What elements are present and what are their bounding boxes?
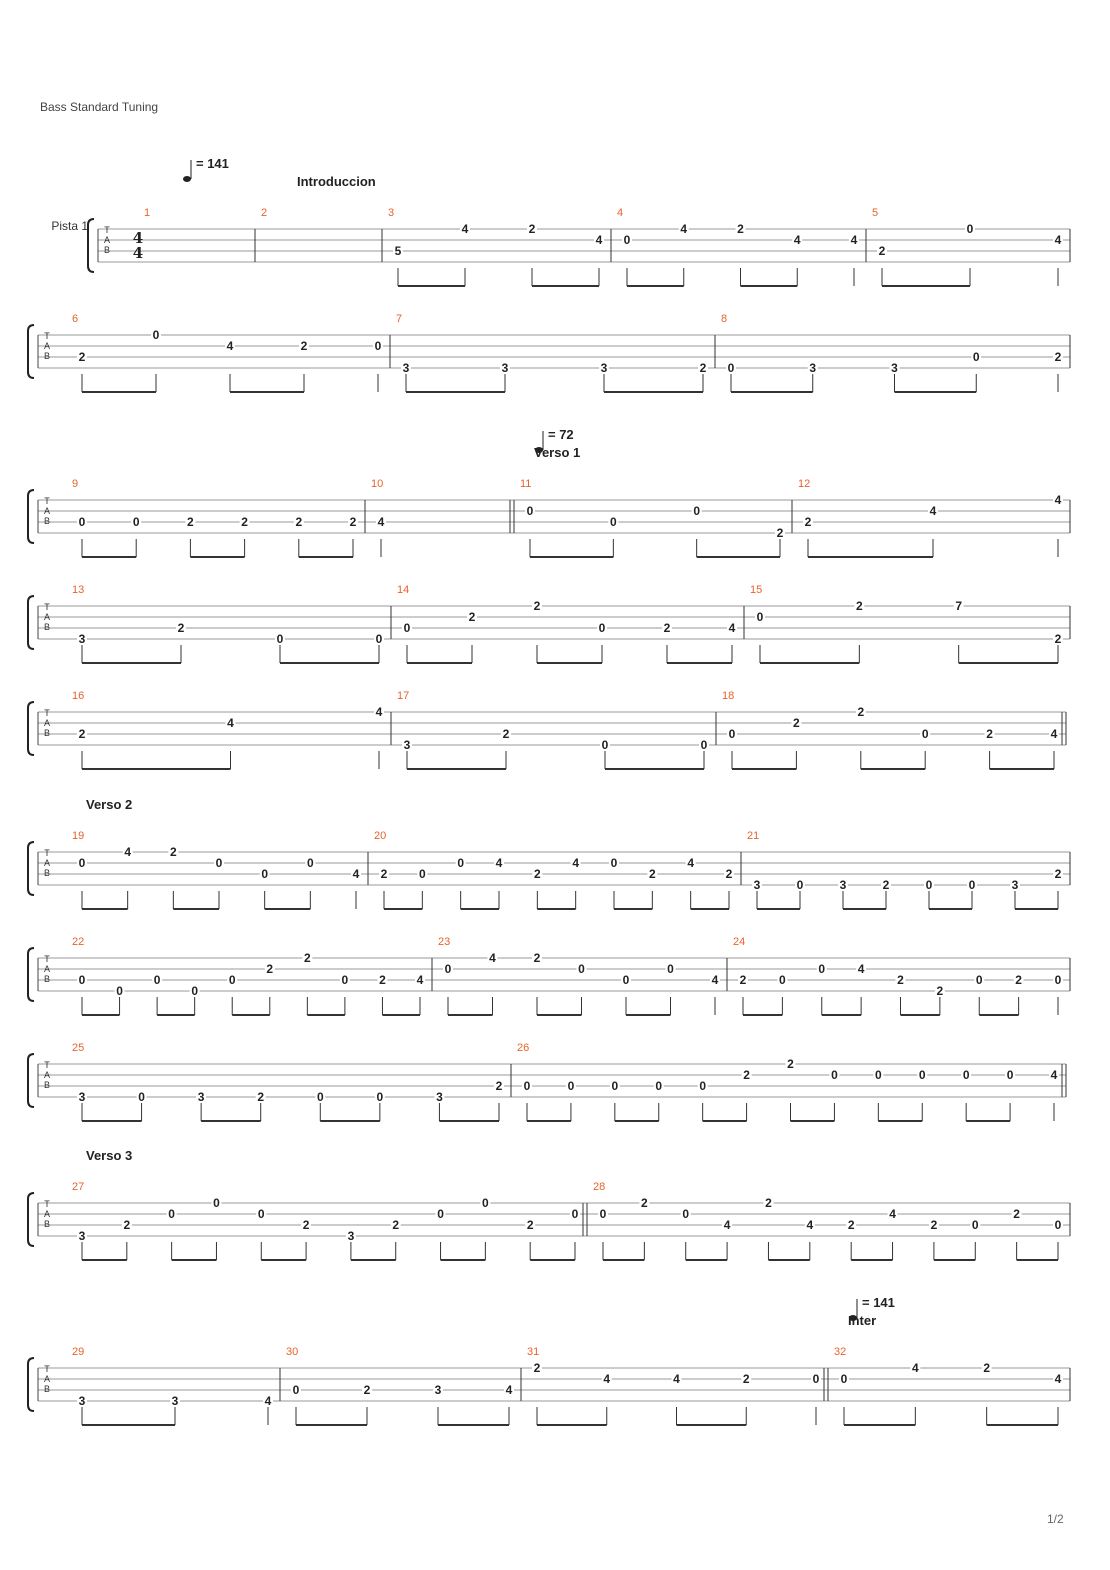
fret-number: 0 xyxy=(437,1207,444,1221)
fret-number: 2 xyxy=(169,845,177,859)
system-bracket xyxy=(28,596,34,649)
fret-number: 2 xyxy=(392,1218,400,1232)
fret-number: 0 xyxy=(796,878,804,892)
tempo-label: = 141 xyxy=(862,1295,895,1310)
measure-number: 15 xyxy=(750,584,763,596)
fret-number: 0 xyxy=(968,878,976,892)
fret-number: 0 xyxy=(116,984,123,998)
fret-number: 0 xyxy=(138,1090,145,1104)
fret-number: 0 xyxy=(655,1079,663,1093)
fret-number: 3 xyxy=(809,361,817,375)
fret-number: 2 xyxy=(266,962,274,976)
fret-number: 2 xyxy=(495,1079,503,1093)
fret-number: 3 xyxy=(78,632,86,646)
fret-number: 2 xyxy=(528,222,536,236)
measure-number: 2 xyxy=(261,207,268,219)
fret-number: 2 xyxy=(1013,1207,1020,1221)
measure-number: 31 xyxy=(527,1346,540,1358)
measure-number: 32 xyxy=(834,1346,847,1358)
tab-letter-b: B xyxy=(43,868,51,878)
fret-number: 2 xyxy=(737,222,744,236)
measure-number: 18 xyxy=(722,690,735,702)
fret-number: 0 xyxy=(168,1207,175,1221)
fret-number: 2 xyxy=(793,716,800,730)
measure-number: 29 xyxy=(72,1346,85,1358)
fret-number: 0 xyxy=(78,515,86,529)
fret-number: 2 xyxy=(526,1218,534,1232)
fret-number: 4 xyxy=(264,1394,272,1408)
system-bracket xyxy=(28,325,34,378)
fret-number: 3 xyxy=(171,1394,179,1408)
fret-number: 2 xyxy=(295,515,303,529)
measure-number: 16 xyxy=(72,690,85,702)
fret-number: 0 xyxy=(444,962,452,976)
fret-number: 0 xyxy=(482,1196,489,1210)
fret-number: 0 xyxy=(375,632,383,646)
fret-number: 0 xyxy=(316,1090,324,1104)
fret-number: 0 xyxy=(578,962,585,976)
fret-number: 2 xyxy=(187,515,194,529)
fret-number: 0 xyxy=(418,867,426,881)
fret-number: 0 xyxy=(78,856,86,870)
fret-number: 4 xyxy=(911,1361,919,1375)
fret-number: 4 xyxy=(687,856,695,870)
fret-number: 2 xyxy=(897,973,904,987)
fret-number: 0 xyxy=(276,632,284,646)
fret-number: 4 xyxy=(416,973,424,987)
fret-number: 4 xyxy=(377,515,385,529)
fret-number: 2 xyxy=(663,621,671,635)
measure-number: 22 xyxy=(72,936,85,948)
fret-number: 4 xyxy=(929,504,937,518)
fret-number: 0 xyxy=(818,962,826,976)
measure-number: 19 xyxy=(72,830,85,842)
fret-number: 3 xyxy=(839,878,847,892)
fret-number: 0 xyxy=(261,867,269,881)
measure-number: 21 xyxy=(747,830,760,842)
tab-letter-t: T xyxy=(44,708,50,718)
tab-letter-t: T xyxy=(104,225,110,235)
tab-letter-a: A xyxy=(43,1374,51,1384)
fret-number: 0 xyxy=(1054,1218,1062,1232)
tab-letter-a: A xyxy=(103,235,111,245)
fret-number: 3 xyxy=(600,361,608,375)
fret-number: 0 xyxy=(341,973,349,987)
tab-letter-a: A xyxy=(43,506,51,516)
page-number: 1/2 xyxy=(1047,1512,1064,1526)
measure-number: 1 xyxy=(144,207,151,219)
fret-number: 3 xyxy=(78,1229,86,1243)
fret-number: 0 xyxy=(975,973,983,987)
tab-letter-a: A xyxy=(43,341,51,351)
fret-number: 2 xyxy=(930,1218,938,1232)
fret-number: 3 xyxy=(436,1090,443,1104)
tempo-label: = 141 xyxy=(196,156,229,171)
tempo-note-icon xyxy=(183,176,191,182)
fret-number: 0 xyxy=(567,1079,575,1093)
fret-number: 3 xyxy=(347,1229,355,1243)
tab-letter-b: B xyxy=(43,974,51,984)
section-label: Verso 3 xyxy=(86,1148,133,1163)
tab-letter-t: T xyxy=(44,954,50,964)
fret-number: 0 xyxy=(152,328,160,342)
fret-number: 0 xyxy=(215,856,223,870)
fret-number: 2 xyxy=(533,951,541,965)
fret-number: 5 xyxy=(394,244,402,258)
section-label: Introduccion xyxy=(297,174,376,189)
fret-number: 0 xyxy=(376,1090,384,1104)
fret-number: 2 xyxy=(302,1218,310,1232)
tab-letter-b: B xyxy=(43,351,51,361)
fret-number: 0 xyxy=(374,339,382,353)
tab-letter-b: B xyxy=(43,1219,51,1229)
measure-number: 11 xyxy=(520,478,532,490)
fret-number: 0 xyxy=(779,973,786,987)
tab-letter-t: T xyxy=(44,1060,50,1070)
measure-number: 23 xyxy=(438,936,451,948)
fret-number: 0 xyxy=(682,1207,690,1221)
tab-letter-b: B xyxy=(43,516,51,526)
fret-number: 0 xyxy=(526,504,534,518)
fret-number: 2 xyxy=(177,621,185,635)
fret-number: 2 xyxy=(300,339,308,353)
fret-number: 0 xyxy=(306,856,314,870)
tab-letter-b: B xyxy=(43,728,51,738)
fret-number: 2 xyxy=(983,1361,991,1375)
fret-number: 3 xyxy=(891,361,898,375)
fret-number: 0 xyxy=(609,515,617,529)
fret-number: 2 xyxy=(241,515,248,529)
fret-number: 2 xyxy=(78,727,86,741)
fret-number: 3 xyxy=(78,1090,86,1104)
fret-number: 4 xyxy=(1054,233,1062,247)
fret-number: 0 xyxy=(874,1068,882,1082)
fret-number: 4 xyxy=(227,716,234,730)
time-sig-top: 4 xyxy=(132,229,144,247)
fret-number: 2 xyxy=(379,973,386,987)
measure-number: 14 xyxy=(397,584,410,596)
system-bracket xyxy=(28,1054,34,1107)
fret-number: 4 xyxy=(680,222,688,236)
fret-number: 4 xyxy=(1054,1372,1062,1386)
measure-number: 12 xyxy=(798,478,811,490)
fret-number: 2 xyxy=(787,1057,794,1071)
tab-letter-b: B xyxy=(43,622,51,632)
tab-letter-a: A xyxy=(43,612,51,622)
fret-number: 0 xyxy=(699,1079,707,1093)
fret-number: 4 xyxy=(723,1218,731,1232)
fret-number: 3 xyxy=(434,1383,442,1397)
measure-number: 8 xyxy=(721,313,728,325)
tab-letter-b: B xyxy=(103,245,111,255)
fret-number: 2 xyxy=(857,705,865,719)
fret-number: 4 xyxy=(572,856,580,870)
tab-letter-t: T xyxy=(44,602,50,612)
tempo-label: = 72 xyxy=(548,427,574,442)
fret-number: 2 xyxy=(349,515,357,529)
fret-number: 3 xyxy=(1011,878,1019,892)
fret-number: 0 xyxy=(622,973,630,987)
measure-number: 30 xyxy=(286,1346,299,1358)
measure-number: 17 xyxy=(397,690,410,702)
fret-number: 2 xyxy=(1054,350,1062,364)
fret-number: 4 xyxy=(850,233,858,247)
tab-letter-a: A xyxy=(43,718,51,728)
fret-number: 0 xyxy=(667,962,674,976)
fret-number: 2 xyxy=(699,361,707,375)
fret-number: 0 xyxy=(132,515,140,529)
fret-number: 0 xyxy=(599,1207,607,1221)
fret-number: 0 xyxy=(598,621,606,635)
fret-number: 0 xyxy=(700,738,708,752)
fret-number: 2 xyxy=(725,867,733,881)
fret-number: 4 xyxy=(889,1207,896,1221)
fret-number: 2 xyxy=(533,1361,541,1375)
fret-number: 2 xyxy=(502,727,510,741)
fret-number: 0 xyxy=(728,727,736,741)
fret-number: 2 xyxy=(804,515,812,529)
system-bracket xyxy=(28,842,34,895)
fret-number: 0 xyxy=(966,222,974,236)
system-bracket xyxy=(28,1193,34,1246)
measure-number: 13 xyxy=(72,584,85,596)
fret-number: 2 xyxy=(878,244,886,258)
track-name: Pista 1 xyxy=(51,219,88,233)
measure-number: 25 xyxy=(72,1042,85,1054)
fret-number: 2 xyxy=(882,878,890,892)
fret-number: 4 xyxy=(124,845,132,859)
fret-number: 4 xyxy=(793,233,801,247)
measure-number: 20 xyxy=(374,830,387,842)
fret-number: 0 xyxy=(623,233,631,247)
fret-number: 0 xyxy=(693,504,701,518)
fret-number: 0 xyxy=(1006,1068,1014,1082)
tab-letter-t: T xyxy=(44,331,50,341)
measure-number: 10 xyxy=(371,478,384,490)
tab-letter-a: A xyxy=(43,858,51,868)
fret-number: 3 xyxy=(753,878,761,892)
tuning-label: Bass Standard Tuning xyxy=(40,100,159,114)
fret-number: 7 xyxy=(955,599,963,613)
fret-number: 4 xyxy=(728,621,736,635)
fret-number: 2 xyxy=(648,867,656,881)
fret-number: 2 xyxy=(743,1068,750,1082)
fret-number: 0 xyxy=(1054,973,1062,987)
time-sig-bottom: 4 xyxy=(132,244,144,262)
measure-number: 26 xyxy=(517,1042,530,1054)
fret-number: 0 xyxy=(921,727,929,741)
fret-number: 0 xyxy=(78,973,86,987)
tab-letter-a: A xyxy=(43,964,51,974)
measure-number: 6 xyxy=(72,313,79,325)
fret-number: 3 xyxy=(403,738,411,752)
fret-number: 0 xyxy=(292,1383,300,1397)
fret-number: 0 xyxy=(457,856,465,870)
measure-number: 3 xyxy=(388,207,395,219)
fret-number: 0 xyxy=(403,621,411,635)
section-label: Verso 1 xyxy=(534,445,581,460)
fret-number: 2 xyxy=(847,1218,855,1232)
fret-number: 2 xyxy=(380,867,388,881)
section-label: Verso 2 xyxy=(86,797,133,812)
measure-number: 9 xyxy=(72,478,79,490)
measure-number: 27 xyxy=(72,1181,85,1193)
fret-number: 4 xyxy=(603,1372,611,1386)
measure-number: 5 xyxy=(872,207,879,219)
fret-number: 2 xyxy=(303,951,311,965)
system-bracket xyxy=(28,948,34,1001)
fret-number: 2 xyxy=(533,867,541,881)
fret-number: 0 xyxy=(191,984,199,998)
fret-number: 4 xyxy=(505,1383,513,1397)
fret-number: 4 xyxy=(352,867,360,881)
fret-number: 2 xyxy=(1015,973,1022,987)
fret-number: 0 xyxy=(831,1068,838,1082)
fret-number: 0 xyxy=(257,1207,265,1221)
fret-number: 3 xyxy=(78,1394,86,1408)
tab-letter-t: T xyxy=(44,496,50,506)
fret-number: 2 xyxy=(78,350,86,364)
tab-letter-b: B xyxy=(43,1080,51,1090)
fret-number: 4 xyxy=(806,1218,814,1232)
measure-number: 28 xyxy=(593,1181,606,1193)
section-label: Inter xyxy=(848,1313,877,1328)
fret-number: 0 xyxy=(812,1372,820,1386)
measure-number: 7 xyxy=(396,313,403,325)
system-bracket xyxy=(28,1358,34,1411)
fret-number: 4 xyxy=(1050,1068,1058,1082)
fret-number: 0 xyxy=(611,1079,619,1093)
fret-number: 4 xyxy=(711,973,719,987)
fret-number: 4 xyxy=(595,233,603,247)
fret-number: 3 xyxy=(197,1090,205,1104)
fret-number: 0 xyxy=(925,878,933,892)
fret-number: 4 xyxy=(1054,493,1062,507)
fret-number: 0 xyxy=(756,610,764,624)
fret-number: 2 xyxy=(776,526,784,540)
fret-number: 0 xyxy=(610,856,618,870)
fret-number: 0 xyxy=(213,1196,220,1210)
fret-number: 0 xyxy=(153,973,161,987)
fret-number: 2 xyxy=(986,727,993,741)
fret-number: 0 xyxy=(962,1068,970,1082)
fret-number: 2 xyxy=(257,1090,265,1104)
tab-letter-b: B xyxy=(43,1384,51,1394)
fret-number: 2 xyxy=(641,1196,648,1210)
fret-number: 3 xyxy=(501,361,509,375)
fret-number: 4 xyxy=(461,222,469,236)
system-bracket xyxy=(88,219,94,272)
fret-number: 0 xyxy=(228,973,236,987)
fret-number: 2 xyxy=(936,984,944,998)
fret-number: 4 xyxy=(495,856,503,870)
fret-number: 2 xyxy=(123,1218,131,1232)
fret-number: 0 xyxy=(971,1218,979,1232)
fret-number: 4 xyxy=(673,1372,680,1386)
fret-number: 4 xyxy=(226,339,234,353)
tab-letter-t: T xyxy=(44,848,50,858)
fret-number: 3 xyxy=(402,361,410,375)
fret-number: 2 xyxy=(855,599,863,613)
fret-number: 2 xyxy=(765,1196,772,1210)
fret-number: 4 xyxy=(857,962,865,976)
fret-number: 2 xyxy=(1054,632,1062,646)
system-bracket xyxy=(28,490,34,543)
fret-number: 2 xyxy=(363,1383,371,1397)
system-bracket xyxy=(28,702,34,755)
tab-letter-a: A xyxy=(43,1070,51,1080)
tab-letter-t: T xyxy=(44,1199,50,1209)
fret-number: 0 xyxy=(601,738,609,752)
fret-number: 2 xyxy=(742,1372,750,1386)
tab-letter-t: T xyxy=(44,1364,50,1374)
fret-number: 0 xyxy=(571,1207,579,1221)
fret-number: 4 xyxy=(489,951,496,965)
fret-number: 2 xyxy=(533,599,541,613)
fret-number: 2 xyxy=(1054,867,1062,881)
fret-number: 0 xyxy=(840,1372,848,1386)
measure-number: 4 xyxy=(617,207,624,219)
measure-number: 24 xyxy=(733,936,746,948)
fret-number: 4 xyxy=(1050,727,1058,741)
fret-number: 0 xyxy=(918,1068,926,1082)
fret-number: 0 xyxy=(727,361,735,375)
fret-number: 2 xyxy=(739,973,747,987)
tab-letter-a: A xyxy=(43,1209,51,1219)
fret-number: 0 xyxy=(972,350,980,364)
fret-number: 2 xyxy=(468,610,476,624)
fret-number: 4 xyxy=(375,705,383,719)
fret-number: 0 xyxy=(523,1079,531,1093)
